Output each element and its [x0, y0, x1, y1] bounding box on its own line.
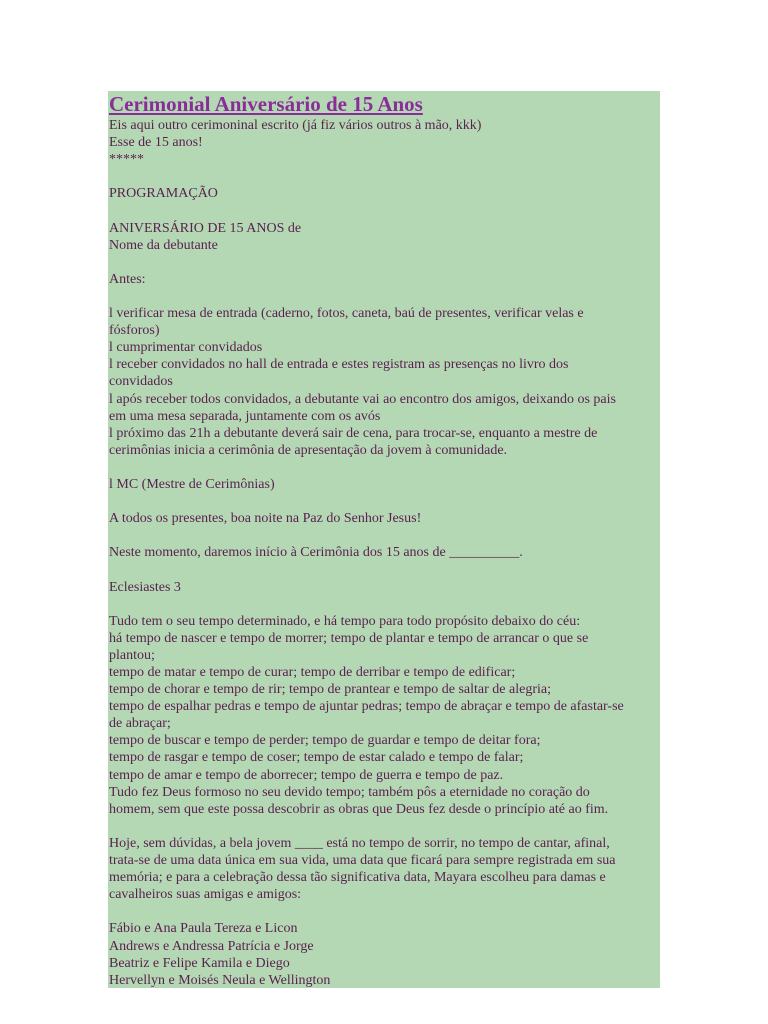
text-line: Esse de 15 anos!: [109, 135, 203, 151]
text-line: l MC (Mestre de Cerimônias): [109, 476, 275, 492]
text-line: tempo de matar e tempo de curar; tempo de derribar e tempo de edificar;: [109, 665, 516, 680]
blank-line: [109, 527, 660, 544]
text-line: tempo de chorar e tempo de rir; tempo de prantear e tempo de saltar de alegria;: [109, 682, 551, 698]
text-line: homem, sem que este possa descobrir as obras que Deus fez desde o princípio até ao fim.: [109, 801, 609, 817]
blank-line: [109, 288, 660, 305]
text-line: Tudo tem o seu tempo determinado, e há tempo para todo propósito debaixo do céu:: [109, 613, 581, 629]
text-line: memória; e para a celebração dessa tão significativa data, Mayara escolheu para damas e: [109, 870, 606, 886]
text-line: Fábio e Ana Paula Tereza e Licon: [109, 921, 298, 937]
text-line: Hoje, sem dúvidas, a bela jovem ____ está no tempo de sorrir, no tempo de cantar, afinal,: [109, 835, 610, 851]
document-page: [108, 91, 660, 988]
text-line: A todos os presentes, boa noite na Paz do Senhor Jesus!: [109, 511, 422, 527]
text-line: Hervellyn e Moisés Neula e Wellington: [109, 972, 331, 988]
text-line: Beatriz e Felipe Kamila e Diego: [109, 955, 290, 971]
text-line: Eis aqui outro cerimoninal escrito (já fiz vários outros à mão, kkk): [109, 118, 482, 133]
blank-line: [109, 459, 660, 476]
document-title[interactable]: Cerimonial Aniversário de 15 Anos: [109, 92, 423, 116]
blank-line: [109, 254, 660, 271]
blank-line: [109, 818, 660, 835]
text-line: tempo de buscar e tempo de perder; tempo de guardar e tempo de deitar fora;: [109, 733, 541, 749]
blank-line: [109, 596, 660, 613]
text-line: l próximo das 21h a debutante deverá sair de cena, para trocar-se, enquanto a mestre de: [109, 425, 598, 441]
text-line: l verificar mesa de entrada (caderno, fotos, caneta, baú de presentes, verificar velas e: [109, 306, 584, 322]
text-line: tempo de amar e tempo de aborrecer; tempo de guerra e tempo de paz.: [109, 767, 504, 783]
text-line: l cumprimentar convidados: [109, 340, 263, 356]
text-line: Tudo fez Deus formoso no seu devido tempo; também pôs a eternidade no coração do: [109, 784, 590, 800]
text-line: PROGRAMAÇÃO: [109, 186, 218, 202]
text-line: plantou;: [109, 647, 155, 663]
text-line: Nome da debutante: [109, 237, 218, 253]
text-line: trata-se de uma data única em sua vida, uma data que ficará para sempre registrada em sua: [109, 853, 616, 869]
text-line: tempo de rasgar e tempo de coser; tempo de estar calado e tempo de falar;: [109, 750, 524, 766]
text-line: ANIVERSÁRIO DE 15 ANOS de: [109, 220, 302, 236]
text-line: Neste momento, daremos início à Cerimônia dos 15 anos de __________.: [109, 545, 523, 561]
blank-line: [109, 202, 660, 219]
blank-line: [109, 561, 660, 578]
text-line: Andrews e Andressa Patrícia e Jorge: [109, 938, 314, 954]
document-body: [108, 117, 660, 988]
text-line: *****: [109, 152, 144, 168]
blank-line: [109, 493, 660, 510]
blank-line: [109, 168, 660, 185]
text-line: de abraçar;: [109, 716, 171, 732]
text-line: tempo de espalhar pedras e tempo de ajuntar pedras; tempo de abraçar e tempo de afastar-se: [109, 699, 624, 715]
text-line: fósforos): [109, 323, 160, 339]
text-line: Antes:: [109, 271, 146, 287]
text-line: há tempo de nascer e tempo de morrer; tempo de plantar e tempo de arrancar o que se: [109, 630, 589, 646]
text-line: Eclesiastes 3: [109, 579, 181, 595]
blank-line: [109, 903, 660, 920]
text-line: convidados: [109, 374, 173, 390]
text-line: em uma mesa separada, juntamente com os avós: [109, 408, 381, 424]
text-line: cavalheiros suas amigas e amigos:: [109, 887, 302, 903]
text-line: l receber convidados no hall de entrada e estes registram as presenças no livro dos: [109, 357, 569, 373]
text-line: cerimônias inicia a cerimônia de apresentação da jovem à comunidade.: [109, 442, 508, 458]
text-line: l após receber todos convidados, a debutante vai ao encontro dos amigos, deixando os pais: [109, 391, 616, 407]
